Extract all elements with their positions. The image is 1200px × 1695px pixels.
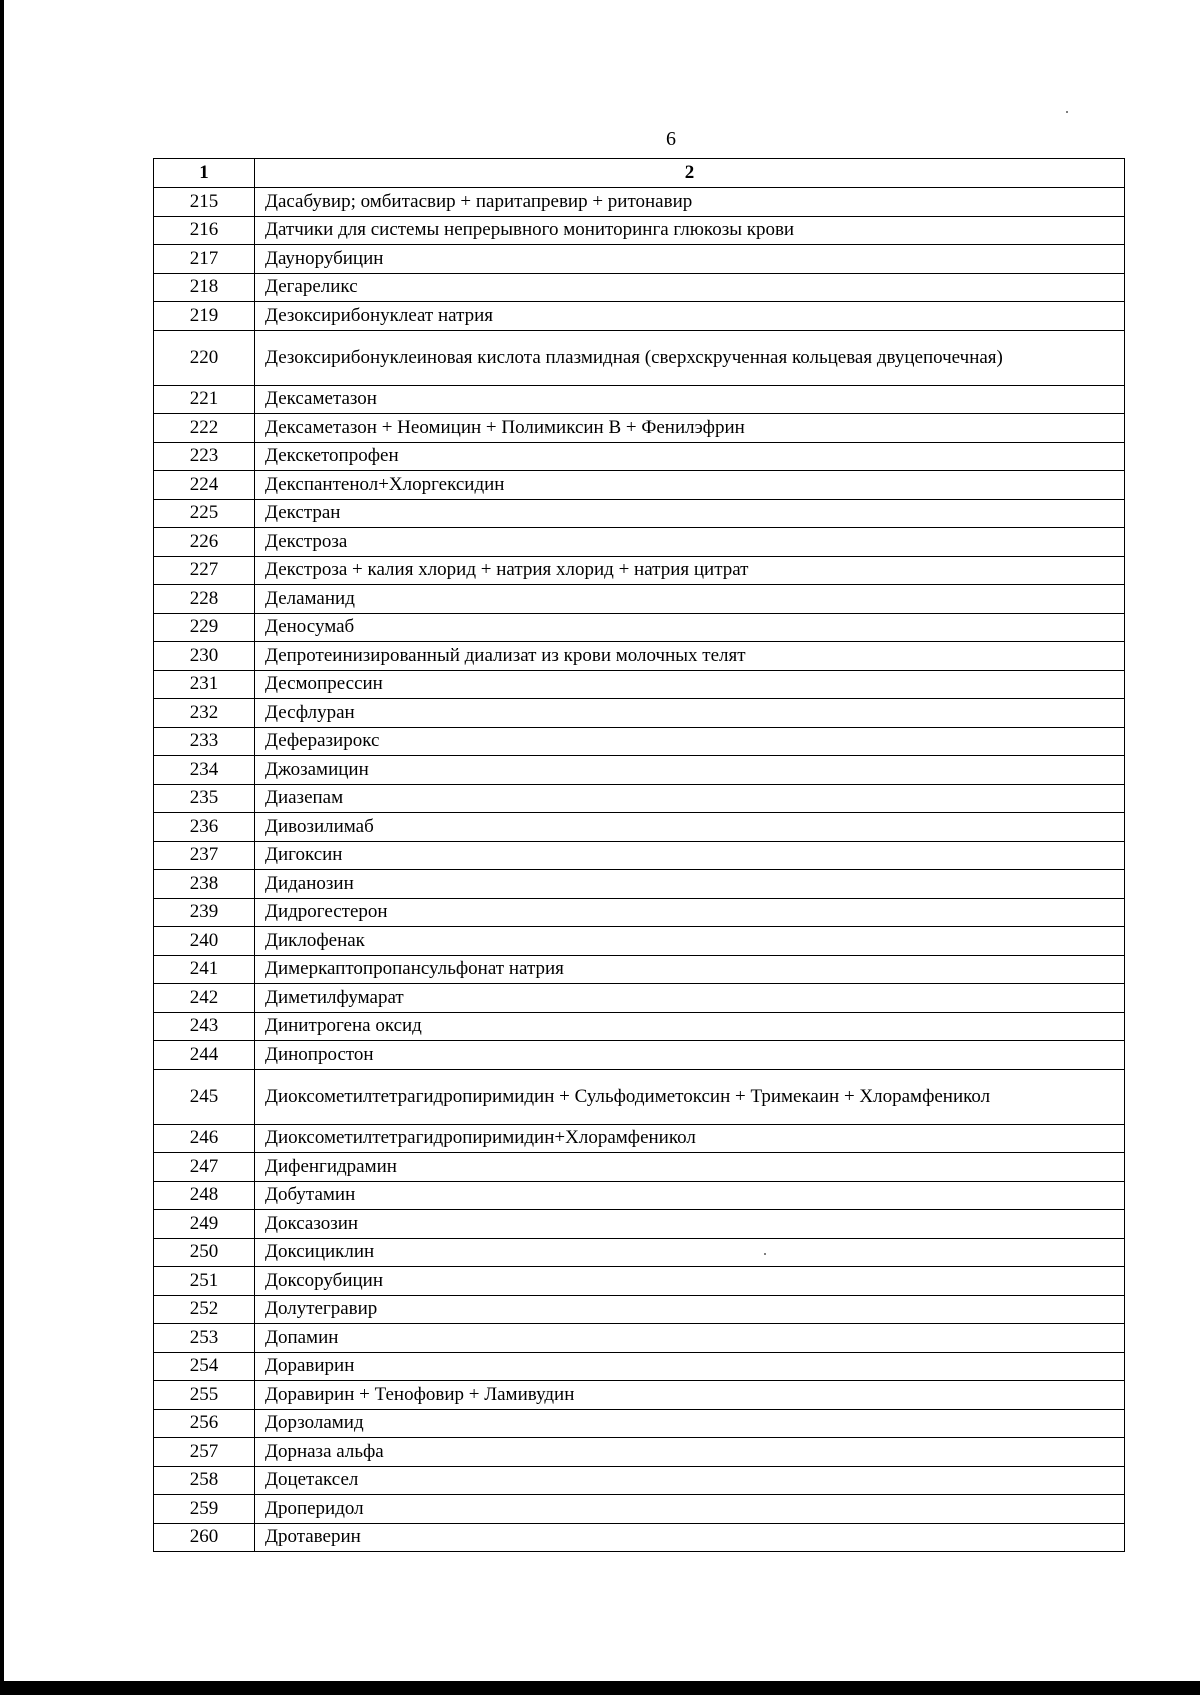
drug-list-table: [153, 158, 1125, 1552]
table-row: [154, 1012, 1125, 1041]
drug-name-cell: Дроперидол: [255, 1495, 1125, 1524]
drug-name-cell: Деносумаб: [255, 613, 1125, 642]
drug-name-cell: Дезоксирибонуклеиновая кислота плазмидная (сверхскрученная кольцевая двуцепочечная): [255, 330, 1125, 385]
row-number-cell: 257: [154, 1438, 255, 1467]
row-number-cell: 256: [154, 1409, 255, 1438]
table-row: [154, 898, 1125, 927]
row-number-cell: 259: [154, 1495, 255, 1524]
table-row: [154, 556, 1125, 585]
row-number-cell: 219: [154, 302, 255, 331]
row-number-cell: 224: [154, 471, 255, 500]
table-row: [154, 499, 1125, 528]
table-row: [154, 1181, 1125, 1210]
row-number-cell: 216: [154, 216, 255, 245]
table-row: [154, 1495, 1125, 1524]
table-row: [154, 471, 1125, 500]
table-row: [154, 1523, 1125, 1552]
row-number-cell: 222: [154, 414, 255, 443]
row-number-cell: 228: [154, 585, 255, 614]
table-row: [154, 385, 1125, 414]
drug-name-cell: Дивозилимаб: [255, 813, 1125, 842]
row-number-cell: 227: [154, 556, 255, 585]
drug-name-cell: Дифенгидрамин: [255, 1153, 1125, 1182]
drug-name-cell: Декстран: [255, 499, 1125, 528]
drug-name-cell: Доцетаксел: [255, 1466, 1125, 1495]
row-number-cell: 240: [154, 927, 255, 956]
drug-name-cell: Дорназа альфа: [255, 1438, 1125, 1467]
drug-name-cell: Дексаметазон: [255, 385, 1125, 414]
drug-name-cell: Деламанид: [255, 585, 1125, 614]
drug-name-cell: Дидрогестерон: [255, 898, 1125, 927]
table-row: [154, 1153, 1125, 1182]
row-number-cell: 223: [154, 442, 255, 471]
drug-name-cell: Десмопрессин: [255, 670, 1125, 699]
row-number-cell: 237: [154, 841, 255, 870]
scan-speck: [1066, 111, 1068, 113]
row-number-cell: 215: [154, 188, 255, 217]
row-number-cell: 220: [154, 330, 255, 385]
drug-name-cell: Десфлуран: [255, 699, 1125, 728]
row-number-cell: 238: [154, 870, 255, 899]
drug-name-cell: Декспантенол+Хлоргексидин: [255, 471, 1125, 500]
table-row: [154, 984, 1125, 1013]
row-number-cell: 225: [154, 499, 255, 528]
table-row: [154, 330, 1125, 385]
drug-name-cell: Дротаверин: [255, 1523, 1125, 1552]
table-row: [154, 670, 1125, 699]
row-number-cell: 241: [154, 955, 255, 984]
drug-name-cell: Допамин: [255, 1324, 1125, 1353]
table-row: [154, 1381, 1125, 1410]
table-row: [154, 216, 1125, 245]
row-number-cell: 249: [154, 1210, 255, 1239]
row-number-cell: 235: [154, 784, 255, 813]
table-row: [154, 1069, 1125, 1124]
row-number-cell: 217: [154, 245, 255, 274]
row-number-cell: 250: [154, 1238, 255, 1267]
table-row: [154, 642, 1125, 671]
row-number-cell: 251: [154, 1267, 255, 1296]
column-header-number: 1: [154, 159, 255, 188]
table-row: [154, 1238, 1125, 1267]
table-row: [154, 813, 1125, 842]
row-number-cell: 260: [154, 1523, 255, 1552]
row-number-cell: 255: [154, 1381, 255, 1410]
row-number-cell: 242: [154, 984, 255, 1013]
row-number-cell: 246: [154, 1124, 255, 1153]
drug-name-cell: Дасабувир; омбитасвир + паритапревир + ритонавир: [255, 188, 1125, 217]
drug-name-cell: Диклофенак: [255, 927, 1125, 956]
row-number-cell: 245: [154, 1069, 255, 1124]
row-number-cell: 254: [154, 1352, 255, 1381]
drug-name-cell: Доксорубицин: [255, 1267, 1125, 1296]
table-row: [154, 841, 1125, 870]
drug-name-cell: Доравирин: [255, 1352, 1125, 1381]
drug-name-cell: Дигоксин: [255, 841, 1125, 870]
table-row: [154, 245, 1125, 274]
table-row: [154, 784, 1125, 813]
table-row: [154, 1352, 1125, 1381]
row-number-cell: 239: [154, 898, 255, 927]
drug-name-cell: Диоксометилтетрагидропиримидин+Хлорамфеникол: [255, 1124, 1125, 1153]
row-number-cell: 226: [154, 528, 255, 557]
table-row: [154, 613, 1125, 642]
drug-name-cell: Декскетопрофен: [255, 442, 1125, 471]
table-row: [154, 1295, 1125, 1324]
row-number-cell: 230: [154, 642, 255, 671]
table-row: [154, 1324, 1125, 1353]
table-row: [154, 756, 1125, 785]
row-number-cell: 229: [154, 613, 255, 642]
table-row: [154, 955, 1125, 984]
table-row: [154, 727, 1125, 756]
table-row: [154, 1210, 1125, 1239]
drug-name-cell: Диоксометилтетрагидропиримидин + Сульфодиметоксин + Тримекаин + Хлорамфеникол: [255, 1069, 1125, 1124]
drug-name-cell: Джозамицин: [255, 756, 1125, 785]
table-row: [154, 1124, 1125, 1153]
row-number-cell: 258: [154, 1466, 255, 1495]
drug-name-cell: Декстроза + калия хлорид + натрия хлорид + натрия цитрат: [255, 556, 1125, 585]
row-number-cell: 233: [154, 727, 255, 756]
drug-name-cell: Дезоксирибонуклеат натрия: [255, 302, 1125, 331]
table-row: [154, 414, 1125, 443]
row-number-cell: 218: [154, 273, 255, 302]
row-number-cell: 232: [154, 699, 255, 728]
table-row: [154, 273, 1125, 302]
drug-name-cell: Динопростон: [255, 1041, 1125, 1070]
row-number-cell: 234: [154, 756, 255, 785]
row-number-cell: 252: [154, 1295, 255, 1324]
table-row: [154, 442, 1125, 471]
table-row: [154, 1041, 1125, 1070]
row-number-cell: 231: [154, 670, 255, 699]
table-row: [154, 870, 1125, 899]
row-number-cell: 247: [154, 1153, 255, 1182]
column-header-name: 2: [255, 159, 1125, 188]
table-row: [154, 1438, 1125, 1467]
table-row: [154, 927, 1125, 956]
drug-name-cell: Дексаметазон + Неомицин + Полимиксин В + Фенилэфрин: [255, 414, 1125, 443]
table-row: [154, 1409, 1125, 1438]
row-number-cell: 236: [154, 813, 255, 842]
table-row: [154, 585, 1125, 614]
scan-left-edge: [0, 0, 4, 1695]
table-row: [154, 1267, 1125, 1296]
table-row: [154, 1466, 1125, 1495]
table-row: [154, 528, 1125, 557]
table-header-row: [154, 159, 1125, 188]
drug-name-cell: Долутегравир: [255, 1295, 1125, 1324]
drug-name-cell: Доравирин + Тенофовир + Ламивудин: [255, 1381, 1125, 1410]
drug-name-cell: Динитрогена оксид: [255, 1012, 1125, 1041]
table-row: [154, 302, 1125, 331]
drug-name-cell: Декстроза: [255, 528, 1125, 557]
drug-name-cell: Добутамин: [255, 1181, 1125, 1210]
drug-name-cell: Доксазозин: [255, 1210, 1125, 1239]
row-number-cell: 243: [154, 1012, 255, 1041]
page-number: 6: [666, 128, 676, 150]
table-row: [154, 699, 1125, 728]
row-number-cell: 248: [154, 1181, 255, 1210]
drug-name-cell: Димеркаптопропансульфонат натрия: [255, 955, 1125, 984]
drug-name-cell: Диданозин: [255, 870, 1125, 899]
table-body: [154, 188, 1125, 1552]
drug-name-cell: Даунорубицин: [255, 245, 1125, 274]
drug-name-cell: Дорзоламид: [255, 1409, 1125, 1438]
drug-name-cell: Диметилфумарат: [255, 984, 1125, 1013]
scan-bottom-edge: [0, 1681, 1200, 1695]
drug-name-cell: Депротеинизированный диализат из крови молочных телят: [255, 642, 1125, 671]
table-row: [154, 188, 1125, 217]
drug-name-cell: Диазепам: [255, 784, 1125, 813]
row-number-cell: 244: [154, 1041, 255, 1070]
row-number-cell: 253: [154, 1324, 255, 1353]
row-number-cell: 221: [154, 385, 255, 414]
drug-name-cell: Датчики для системы непрерывного мониторинга глюкозы крови: [255, 216, 1125, 245]
drug-name-cell: Доксициклин: [255, 1238, 1125, 1267]
drug-name-cell: Деферазирокс: [255, 727, 1125, 756]
drug-name-cell: Дегареликс: [255, 273, 1125, 302]
